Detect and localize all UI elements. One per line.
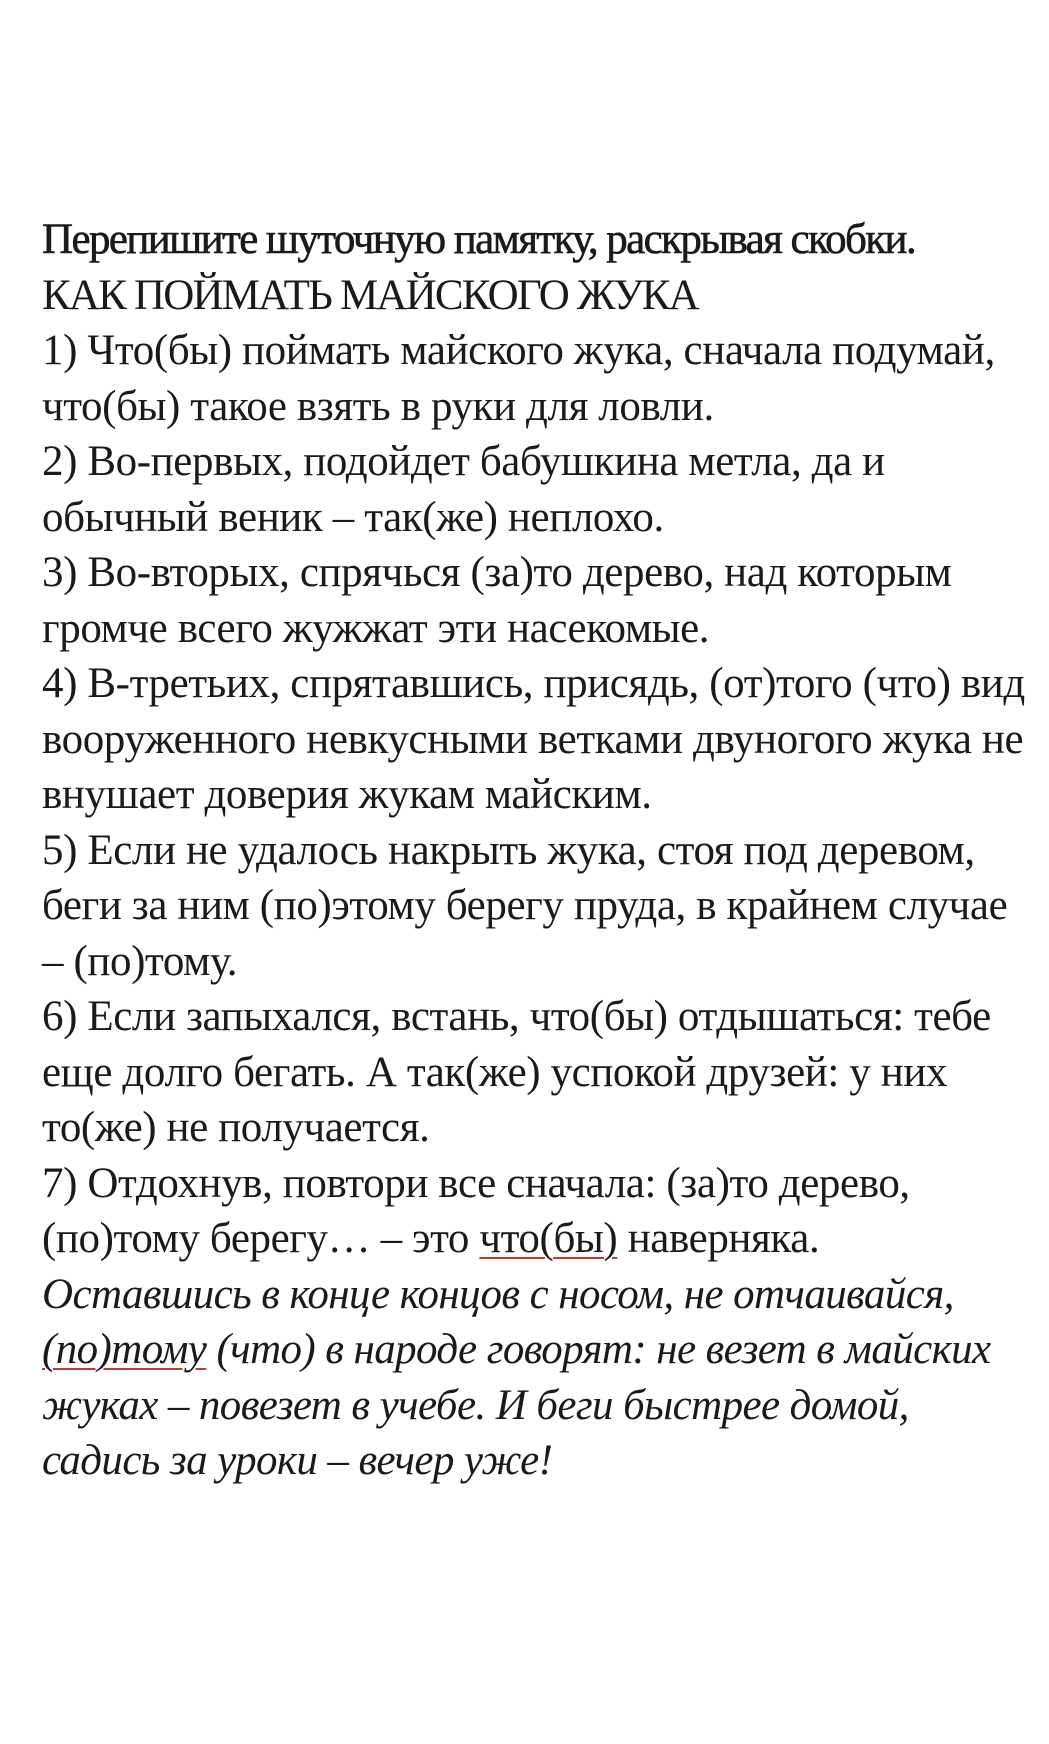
memo-item-6: 6) Если запыхался, встань, что(бы) отдышаться: тебе еще долго бегать. А так(же) успокой друзей: у них то(же) не получается. <box>42 993 991 1151</box>
memo-item-7-text: 7) Отдохнув, повтори все сначала: (за)то дерево, (по)тому берегу… – это <box>42 1159 910 1262</box>
memo-conclusion <box>42 1267 1032 1489</box>
task-instruction: Перепишите шуточную памятку, раскрывая скобки. <box>42 216 916 263</box>
memo-item-4: 4) В-третьих, спрятавшись, присядь, (от)того (что) вид вооруженного невкусными ветками двуногого жука не внушает доверия жукам майским. <box>42 660 1025 818</box>
conclusion-text: Оставшись в конце концов с носом, не отчаивайся, <box>42 1270 954 1318</box>
spellcheck-marked-word: (по)тому <box>42 1326 207 1373</box>
document-body <box>42 212 1032 1489</box>
memo-item-7 <box>42 1156 1032 1267</box>
memo-item-1: 1) Что(бы) поймать майского жука, сначала подумай, что(бы) такое взять в руки для ловли. <box>42 327 995 430</box>
memo-item-7-end: наверняка. <box>617 1215 820 1262</box>
conclusion-end: (что) в народе говорят: не везет в майских жуках – повезет в учебе. И беги быстрее домой, садись за уроки – вечер уже! <box>42 1326 991 1484</box>
memo-heading: КАК ПОЙМАТЬ МАЙСКОГО ЖУКА <box>42 271 698 319</box>
memo-item-3: 3) Во-вторых, спрячься (за)то дерево, над которым громче всего жужжат эти насекомые. <box>42 549 952 652</box>
spellcheck-marked-word: что(бы) <box>479 1215 618 1262</box>
memo-item-5: 5) Если не удалось накрыть жука, стоя под деревом, беги за ним (по)этому берегу пруда, в крайнем случае – (по)тому. <box>42 826 1008 985</box>
memo-item-2: 2) Во-первых, подойдет бабушкина метла, да и обычный веник – так(же) неплохо. <box>42 438 885 541</box>
